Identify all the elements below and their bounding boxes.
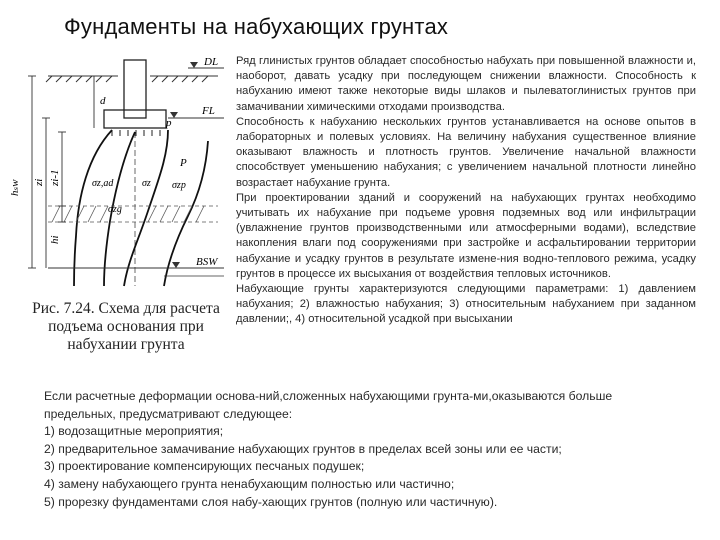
main-text [236, 54, 696, 328]
figure-caption: Рис. 7.24. Схема для расчета подъема основания при набухании грунта [32, 300, 220, 353]
list-item: 1) водозащитные мероприятия; [44, 424, 224, 439]
paragraph: Набухающие грунты характеризуются следующими параметрами: 1) давлением набухания; 2) влажностью набухания; 3) относительным набуханием при заданном давлении;, 4) относительной усадкой при высыхании [236, 283, 696, 326]
label-sigma-zad: σz,ad [92, 178, 114, 189]
foundation [104, 60, 166, 128]
load-arrows [112, 130, 160, 136]
label-P: P [180, 157, 187, 169]
list-item: 2) предварительное замачивание набухающих грунтов в пределах всей зоны или ее части; [44, 441, 562, 456]
paragraph: Ряд глинистых грунтов обладает способностью набухать при повышенной влажности и, наоборот, давать усадку при последующем снижении влажности. Способность к набуханию имеют также некоторые виды шлаков и пылеватоглинистых грунтов при замачивании химическими отходами производства. [236, 55, 696, 113]
label-bsw: BSW [196, 256, 218, 268]
label-sigma-zp: σzp [172, 180, 186, 191]
label-zi: zi [33, 178, 45, 186]
dimension-lines [28, 76, 94, 268]
label-zi-1: zi-1 [49, 169, 61, 186]
paragraph: При проектировании зданий и сооружений на набухающих грунтах необходимо учитывать их набухание при подъеме уровня подземных вод или инфильтрации (увлажнение грунтов производственными или атмосферными водами), вследствие накопления влаги под сооружениями при застройке и асфальтировании территории набухание и усадку грунтов в результате измене-ния водно-теплового режима, усадку грунтов в процессе их высыхания от воздействия тепловых источников. [236, 191, 696, 280]
list-item: 5) прорезку фундаментами слоя набу-хающих грунтов (полную или частичную). [44, 494, 498, 509]
page-title: Фундаменты на набухающих грунтах [64, 14, 449, 39]
label-fl: FL [202, 105, 215, 117]
label-sigma-z: σz [142, 178, 151, 189]
list-line: Если расчетные деформации основа-ний,сложенных набухающими грунта-ми,оказываются больше [44, 389, 613, 403]
label-d: d [100, 95, 106, 107]
label-sigma-zg: σzg [108, 204, 122, 215]
fl-level-marker [168, 105, 224, 118]
label-p: p [166, 117, 172, 129]
ground-surface [46, 76, 218, 82]
label-dl: DL [204, 56, 219, 68]
dl-level-marker [188, 56, 224, 68]
diagram-svg [8, 46, 236, 296]
list-line: предельных, предусматривают следующее: [44, 406, 293, 421]
measures-list [44, 388, 712, 511]
stress-curves [74, 130, 208, 286]
list-item: 3) проектирование компенсирующих песчаных подушек; [44, 459, 365, 474]
label-hsw: hₛw [9, 179, 21, 196]
list-item: 4) замену набухающего грунта ненабухающим полностью или частично; [44, 476, 455, 491]
paragraph: Способность к набуханию нескольких грунтов устанавливается на основе опытов в лабораторных и полевых условиях. На величину набухания существенное влияние оказывают влажность и плотность грунтов. Увеличение начальной влажности способствует уменьшению набухания; с увеличением начальной плотности линейно возрастает набухание грунта. [236, 115, 696, 189]
label-hi: hi [49, 235, 61, 244]
